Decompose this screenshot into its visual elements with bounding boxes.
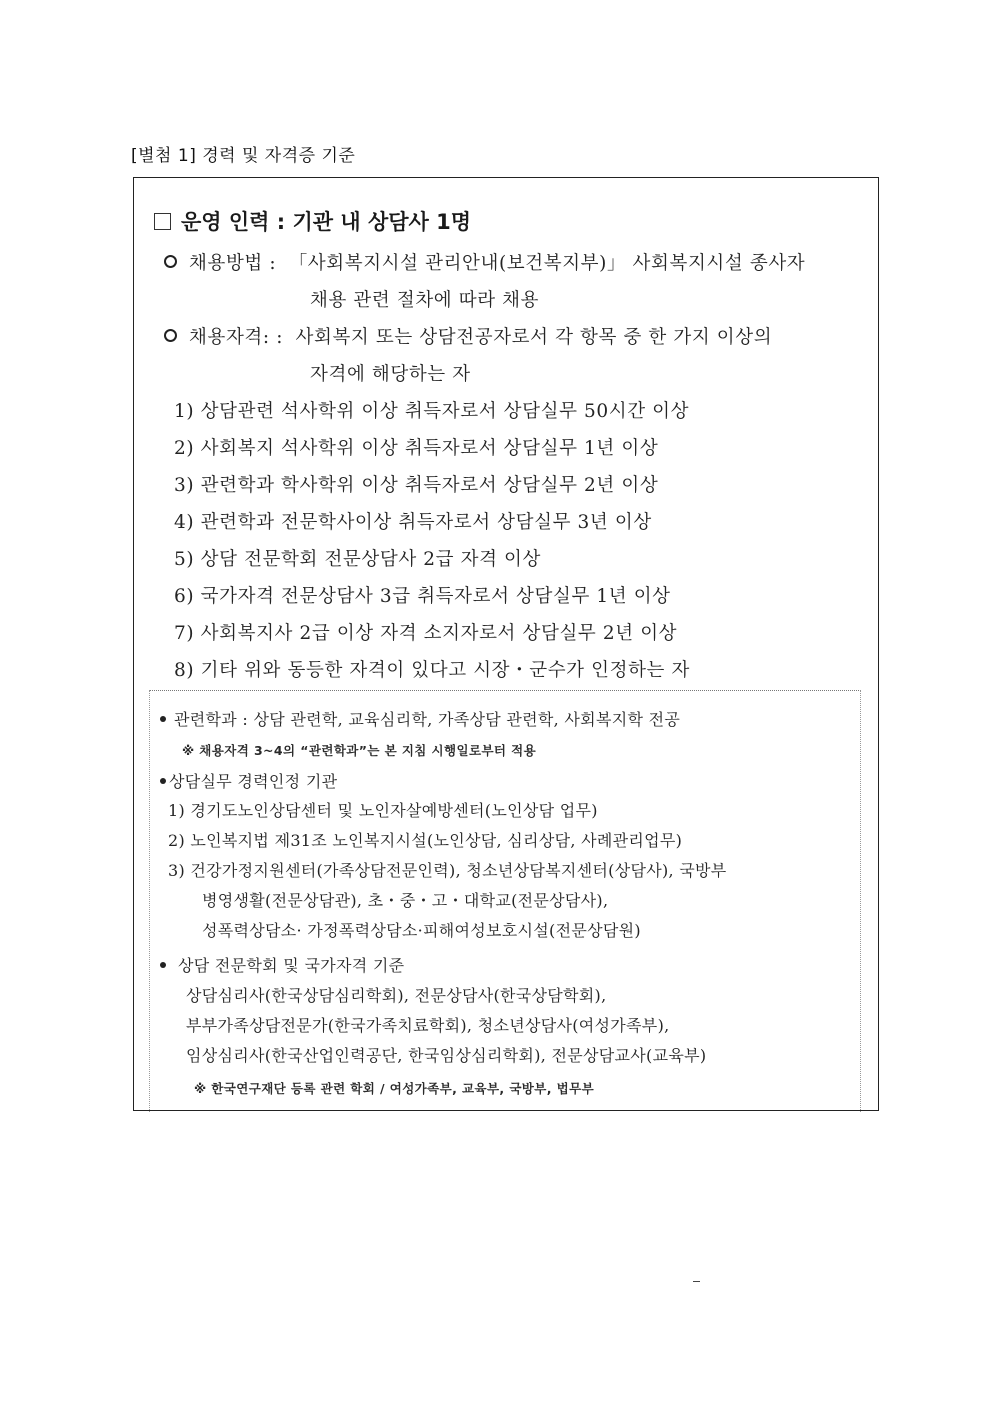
qualification-label: 채용자격: :: [189, 327, 284, 348]
standard-item-2: 부부가족상담전문가(한국가족치료학회), 청소년상담사(여성가족부),: [186, 1016, 670, 1035]
method-text-2: 채용 관련 절차에 따라 채용: [310, 290, 540, 311]
qualification-text-2: 자격에 해당하는 자: [310, 364, 471, 385]
related-dept-line: [160, 707, 680, 730]
experience-item-3-cont-2: 성폭력상담소· 가정폭력상담소·피해여성보호시설(전문상담원): [202, 921, 641, 940]
criteria-item-3: 3) 관련학과 학사학위 이상 취득자로서 상담실무 2년 이상: [174, 475, 659, 496]
circle-bullet-icon: [164, 255, 177, 268]
page-mark: [693, 1281, 700, 1282]
bullet-dot-icon: [160, 962, 166, 968]
criteria-item-5: 5) 상담 전문학회 전문상담사 2급 자격 이상: [174, 549, 541, 570]
related-dept-text: 관련학과 : 상담 관련학, 교육심리학, 가족상담 관련학, 사회복지학 전공: [174, 710, 681, 729]
experience-item-3-cont-1: 병영생활(전문상담관), 초・중・고・대학교(전문상담사),: [202, 891, 609, 910]
method-line-1: [164, 249, 805, 275]
experience-item-2: 2) 노인복지법 제31조 노인복지시설(노인상담, 심리상담, 사례관리업무): [168, 831, 683, 850]
experience-item-1: 1) 경기도노인상담센터 및 노인자살예방센터(노인상담 업무): [168, 801, 598, 820]
standard-title: 상담 전문학회 및 국가자격 기준: [178, 956, 405, 975]
method-label: 채용방법 :: [189, 253, 277, 274]
criteria-item-4: 4) 관련학과 전문학사이상 취득자로서 상담실무 3년 이상: [174, 512, 652, 533]
related-dept-note: ※ 채용자격 3~4의 “관련학과”는 본 지침 시행일로부터 적용: [182, 743, 537, 758]
criteria-item-6: 6) 국가자격 전문상담사 3급 취득자로서 상담실무 1년 이상: [174, 586, 671, 607]
attachment-caption: [별첨 1] 경력 및 자격증 기준: [131, 146, 356, 166]
criteria-item-1: 1) 상담관련 석사학위 이상 취득자로서 상담실무 50시간 이상: [174, 401, 690, 422]
standard-item-1: 상담심리사(한국상담심리학회), 전문상담사(한국상담학회),: [186, 986, 607, 1005]
criteria-item-8: 8) 기타 위와 동등한 자격이 있다고 시장・군수가 인정하는 자: [174, 660, 690, 681]
experience-title-line: [160, 769, 337, 792]
checkbox-square-icon: [154, 213, 171, 230]
criteria-frame: [133, 177, 879, 1111]
standard-note: ※ 한국연구재단 등록 관련 학회 / 여성가족부, 교육부, 국방부, 법무부: [194, 1081, 595, 1096]
qualification-text-1: 사회복지 또는 상담전공자로서 각 항목 중 한 가지 이상의: [295, 327, 773, 348]
standard-title-line: [160, 953, 404, 976]
criteria-item-7: 7) 사회복지사 2급 이상 자격 소지자로서 상담실무 2년 이상: [174, 623, 678, 644]
experience-item-3: 3) 건강가정지원센터(가족상담전문인력), 청소년상담복지센터(상담사), 국방부: [168, 861, 727, 880]
staffing-heading-text: 운영 인력 : 기관 내 상담사 1명: [181, 210, 472, 234]
bullet-dot-icon: [160, 778, 166, 784]
qualification-line-1: [164, 323, 772, 349]
notes-box: [149, 690, 861, 1112]
staffing-heading: [154, 206, 471, 236]
method-text-1: 「사회복지시설 관리안내(보건복지부)」 사회복지시설 종사자: [288, 253, 806, 274]
experience-title: 상담실무 경력인정 기관: [169, 772, 338, 791]
bullet-dot-icon: [160, 716, 166, 722]
criteria-item-2: 2) 사회복지 석사학위 이상 취득자로서 상담실무 1년 이상: [174, 438, 659, 459]
standard-item-3: 임상심리사(한국산업인력공단, 한국임상심리학회), 전문상담교사(교육부): [186, 1046, 707, 1065]
circle-bullet-icon: [164, 329, 177, 342]
